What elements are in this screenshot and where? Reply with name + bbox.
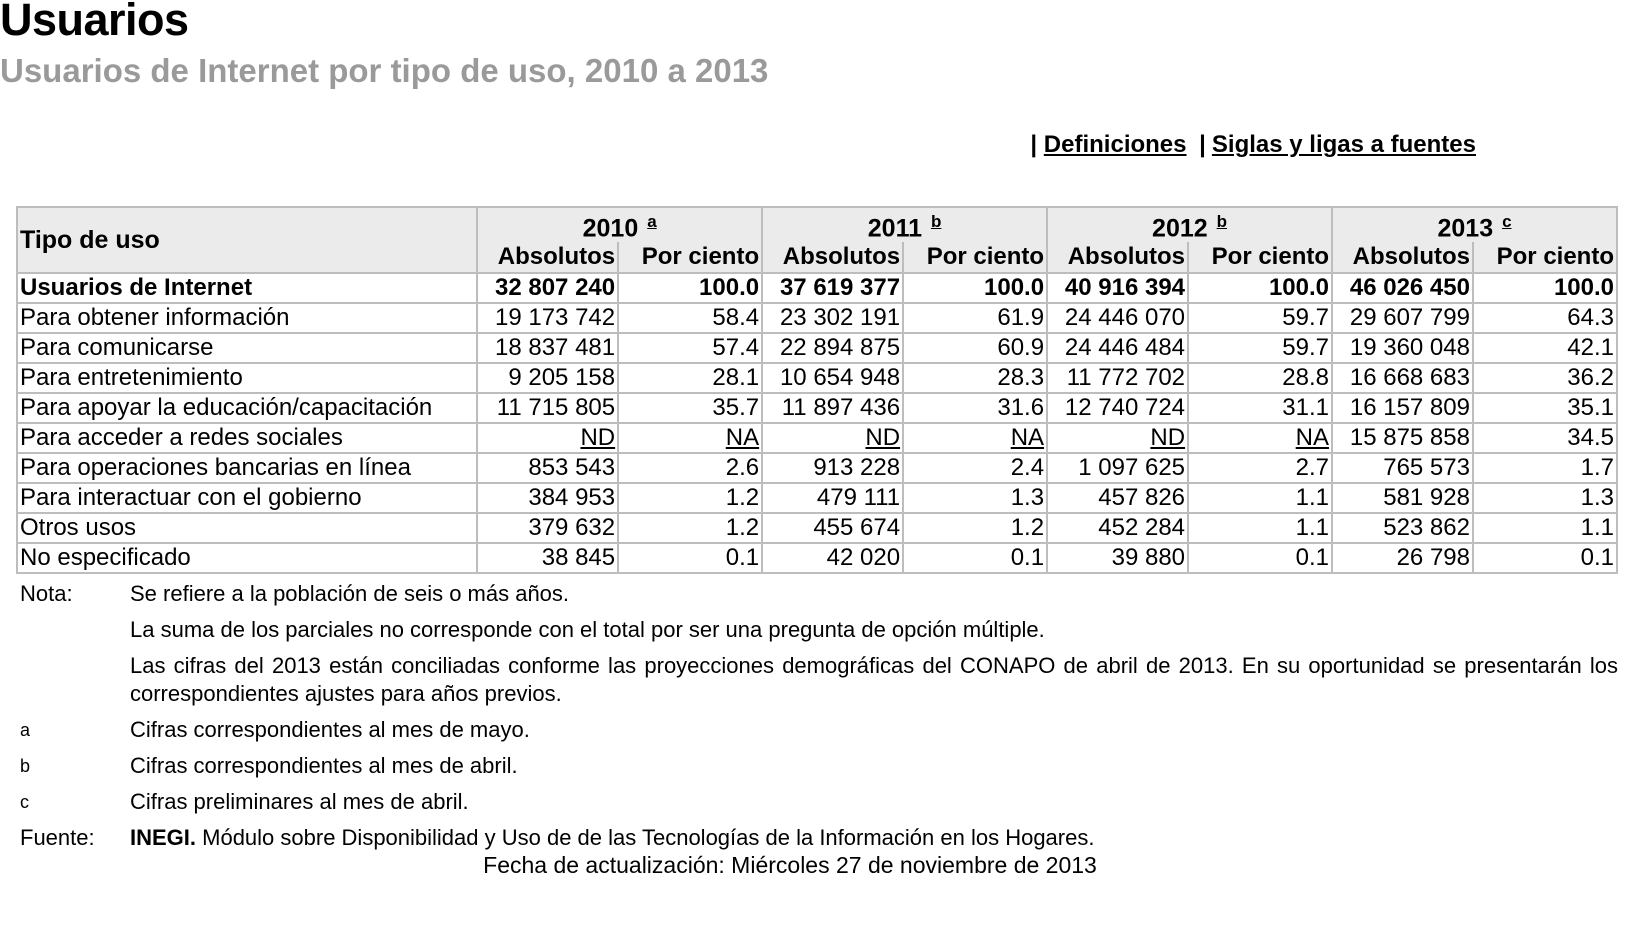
source-row [20,824,1618,852]
footnote-text: Cifras preliminares al mes de abril. [130,789,469,814]
year-header-row [17,207,1617,242]
definitions-link[interactable]: Definiciones [1043,131,1187,158]
absolute-value-cell: 29 607 799 [1332,303,1473,333]
por-ciento-header: Por ciento [1188,242,1332,273]
percent-value-cell: 35.7 [618,393,762,423]
percent-value-cell: 28.1 [618,363,762,393]
percent-value-cell: 42.1 [1473,333,1617,363]
absolute-value-cell: 913 228 [762,453,903,483]
link-separator: | [1199,131,1206,158]
absolutos-header: Absolutos [1332,242,1473,273]
absolute-value-cell: 765 573 [1332,453,1473,483]
percent-value-cell: 1.3 [903,483,1047,513]
absolute-value-cell: 457 826 [1047,483,1188,513]
link-separator: | [1030,131,1038,158]
table-row [17,483,1617,513]
year-header: 2012 $^b$ [1047,207,1332,242]
percent-value-cell: 28.8 [1188,363,1332,393]
percent-value-cell: 1.2 [618,483,762,513]
row-label: Para interactuar con el gobierno [17,483,477,513]
table-row [17,513,1617,543]
absolute-value-cell[interactable]: ND [477,423,618,453]
absolute-value-cell: 16 157 809 [1332,393,1473,423]
row-label: Para operaciones bancarias en línea [17,453,477,483]
year-header: 2010 $^a$ [477,207,762,242]
absolute-value-cell: 46 026 450 [1332,273,1473,303]
absolute-value-cell: 523 862 [1332,513,1473,543]
footnote-text: Cifras correspondientes al mes de mayo. [130,717,530,742]
absolute-value-cell: 15 875 858 [1332,423,1473,453]
footnote-link[interactable]: c [1502,212,1512,231]
row-label: No especificado [17,543,477,573]
absolute-value-cell: 24 446 070 [1047,303,1188,333]
percent-value-cell: 64.3 [1473,303,1617,333]
table-row [17,453,1617,483]
row-label: Otros usos [17,513,477,543]
absolute-value-cell: 37 619 377 [762,273,903,303]
sources-link[interactable]: Siglas y ligas a fuentes [1211,131,1476,158]
page-title: Usuarios [0,0,189,45]
footnote-label: a [20,720,31,740]
percent-value-cell: 31.6 [903,393,1047,423]
absolute-value-cell: 26 798 [1332,543,1473,573]
absolutos-header: Absolutos [762,242,903,273]
table-row [17,423,1617,453]
percent-value-cell: 61.9 [903,303,1047,333]
absolute-value-cell: 19 360 048 [1332,333,1473,363]
absolute-value-cell: 479 111 [762,483,903,513]
percent-value-cell: 1.1 [1188,513,1332,543]
percent-value-cell: 100.0 [903,273,1047,303]
percent-value-cell: 2.4 [903,453,1047,483]
year-header: 2013 $^c$ [1332,207,1617,242]
note-text: La suma de los parciales no corresponde con el total por ser una pregunta de opción múltiple. [130,617,1045,642]
percent-value-cell: 28.3 [903,363,1047,393]
note-row [20,580,1618,608]
absolute-value-cell: 24 446 484 [1047,333,1188,363]
percent-value-cell: 1.1 [1473,513,1617,543]
tipo-de-uso-header: Tipo de uso [17,207,477,273]
absolute-value-cell: 18 837 481 [477,333,618,363]
absolute-value-cell: 22 894 875 [762,333,903,363]
percent-value-cell: 60.9 [903,333,1047,363]
note-text: Se refiere a la población de seis o más años. [130,581,570,606]
notes-section [20,580,1618,860]
footnote-text: Cifras correspondientes al mes de abril. [130,753,518,778]
footnote-link[interactable]: b [930,212,942,231]
percent-value-cell: 35.1 [1473,393,1617,423]
percent-value-cell: 31.1 [1188,393,1332,423]
absolute-value-cell: 11 715 805 [477,393,618,423]
usage-table [16,206,1618,574]
percent-value-cell: 0.1 [1473,543,1617,573]
absolute-value-cell: 32 807 240 [477,273,618,303]
footnote-c [20,788,1618,816]
absolute-value-cell: 42 020 [762,543,903,573]
percent-value-cell: 36.2 [1473,363,1617,393]
percent-value-cell: 1.2 [618,513,762,543]
absolute-value-cell: 452 284 [1047,513,1188,543]
source-label: Fuente: [20,825,95,850]
absolute-value-cell: 853 543 [477,453,618,483]
source-description: Módulo sobre Disponibilidad y Uso de de las Tecnologías de la Información en los Hogares. [196,825,1095,850]
row-label: Para comunicarse [17,333,477,363]
por-ciento-header: Por ciento [618,242,762,273]
percent-value-cell: 0.1 [903,543,1047,573]
percent-value-cell: 34.5 [1473,423,1617,453]
absolute-value-cell: 19 173 742 [477,303,618,333]
percent-value-cell: 1.1 [1188,483,1332,513]
por-ciento-header: Por ciento [1473,242,1617,273]
percent-value-cell: 1.7 [1473,453,1617,483]
source-text [130,824,1618,852]
percent-value-cell: 0.1 [618,543,762,573]
percent-value-cell: 2.7 [1188,453,1332,483]
percent-value-cell: 59.7 [1188,333,1332,363]
absolute-value-cell: 12 740 724 [1047,393,1188,423]
absolute-value-cell: 23 302 191 [762,303,903,333]
absolute-value-cell: 384 953 [477,483,618,513]
percent-value-cell: 59.7 [1188,303,1332,333]
row-label: Usuarios de Internet [17,273,477,303]
absolute-value-cell: 38 845 [477,543,618,573]
absolute-value-cell[interactable]: ND [762,423,903,453]
note-row [20,652,1618,708]
note-text: Las cifras del 2013 están conciliadas conforme las proyecciones demográficas del CONAPO de abril de 2013. En su oportunidad se presentarán los correspondientes ajustes para años previos. [130,653,1618,706]
absolute-value-cell[interactable]: ND [1047,423,1188,453]
percent-value-cell: 100.0 [1188,273,1332,303]
source-org: INEGI. [130,825,197,850]
absolute-value-cell: 581 928 [1332,483,1473,513]
absolute-value-cell: 1 097 625 [1047,453,1188,483]
footnote-label: c [20,792,29,812]
table-body [17,273,1617,573]
percent-value-cell: 57.4 [618,333,762,363]
absolute-value-cell: 39 880 [1047,543,1188,573]
absolute-value-cell: 11 772 702 [1047,363,1188,393]
page-subtitle: Usuarios de Internet por tipo de uso, 2010 a 2013 [0,52,769,89]
footnote-link[interactable]: b [1216,212,1228,231]
percent-value-cell[interactable]: NA [1188,423,1332,453]
note-row [20,616,1618,644]
absolute-value-cell: 11 897 436 [762,393,903,423]
percent-value-cell: 1.2 [903,513,1047,543]
table-row [17,333,1617,363]
row-label: Para apoyar la educación/capacitación [17,393,477,423]
table-row [17,393,1617,423]
note-label: Nota: [20,581,73,606]
percent-value-cell: 0.1 [1188,543,1332,573]
table-row [17,303,1617,333]
percent-value-cell[interactable]: NA [618,423,762,453]
absolute-value-cell: 16 668 683 [1332,363,1473,393]
absolutos-header: Absolutos [1047,242,1188,273]
table-row [17,363,1617,393]
total-row [17,273,1617,303]
update-date: Fecha de actualización: Miércoles 27 de noviembre de 2013 [483,852,1097,878]
percent-value-cell: 2.6 [618,453,762,483]
absolute-value-cell: 9 205 158 [477,363,618,393]
percent-value-cell: 100.0 [618,273,762,303]
absolute-value-cell: 40 916 394 [1047,273,1188,303]
absolutos-header: Absolutos [477,242,618,273]
percent-value-cell: 100.0 [1473,273,1617,303]
percent-value-cell: 1.3 [1473,483,1617,513]
table-row [17,543,1617,573]
footnote-a [20,716,1618,744]
row-label: Para entretenimiento [17,363,477,393]
reference-links [1030,131,1476,159]
row-label: Para obtener información [17,303,477,333]
absolute-value-cell: 455 674 [762,513,903,543]
footnote-label: b [20,756,31,776]
absolute-value-cell: 379 632 [477,513,618,543]
por-ciento-header: Por ciento [903,242,1047,273]
percent-value-cell: 58.4 [618,303,762,333]
year-header: 2011 $^b$ [762,207,1047,242]
absolute-value-cell: 10 654 948 [762,363,903,393]
percent-value-cell[interactable]: NA [903,423,1047,453]
footnote-b [20,752,1618,780]
footnote-link[interactable]: a [647,212,657,231]
row-label: Para acceder a redes sociales [17,423,477,453]
